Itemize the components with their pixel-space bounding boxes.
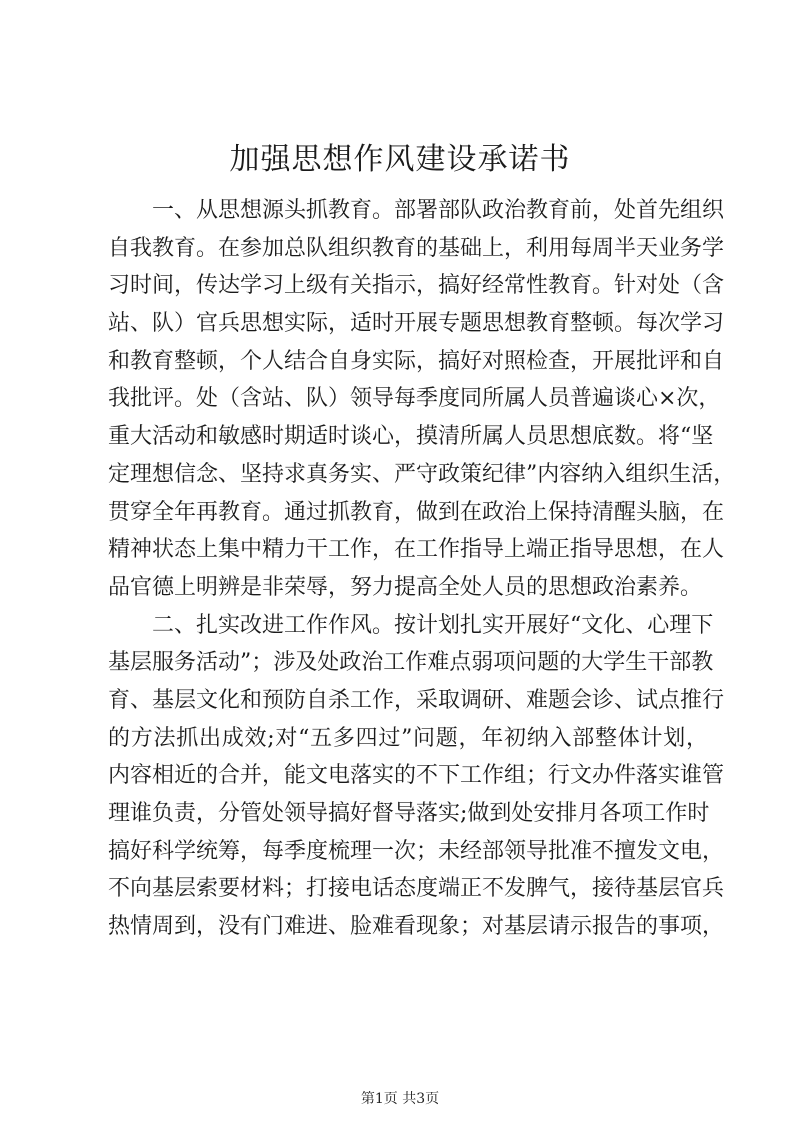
document-title: 加强思想作风建设承诺书: [229, 142, 571, 177]
paragraph-line: 贯穿全年再教育。通过抓教育，做到在政治上保持清醒头脑，在: [108, 499, 725, 525]
paragraph-line: 我批评。处（含站、队）领导每季度同所属人员普遍谈心×次，: [108, 386, 721, 412]
paragraph-line: 习时间，传达学习上级有关指示，搞好经常性教育。针对处（含: [108, 273, 725, 299]
paragraph-line: 站、队）官兵思想实际，适时开展专题思想教育整顿。每次学习: [108, 311, 725, 337]
paragraph-line: 的方法抓出成效;对“五多四过”问题，年初纳入部整体计划，: [108, 725, 708, 751]
paragraph-line: 二、扎实改进工作作风。按计划扎实开展好“文化、心理下: [152, 612, 714, 638]
paragraph-line: 育、基层文化和预防自杀工作，采取调研、难题会诊、试点推行: [108, 687, 725, 713]
paragraph-line: 搞好科学统筹，每季度梳理一次；未经部领导批准不擅发文电，: [108, 838, 725, 864]
paragraph-line: 精神状态上集中精力干工作，在工作指导上端正指导思想，在人: [108, 537, 725, 563]
paragraph-line: 内容相近的合并，能文电落实的不下工作组；行文办件落实谁管: [108, 763, 725, 789]
document-body: [108, 192, 736, 946]
paragraph-line: 一、从思想源头抓教育。部署部队政治教育前，处首先组织: [152, 198, 725, 223]
paragraph-line: 品官德上明辨是非荣辱，努力提高全处人员的思想政治素养。: [108, 574, 703, 600]
page-footer: 第1页 共3页: [360, 1091, 440, 1107]
paragraph-2: [108, 607, 725, 946]
paragraph-line: 不向基层索要材料；打接电话态度端正不发脾气，接待基层官兵: [108, 876, 725, 902]
paragraph-line: 和教育整顿，个人结合自身实际，搞好对照检查，开展批评和自: [108, 348, 725, 374]
paragraph-line: 重大活动和敏感时期适时谈心，摸清所属人员思想底数。将“坚: [108, 424, 714, 450]
paragraph-1: [108, 192, 736, 607]
paragraph-line: 定理想信念、坚持求真务实、严守政策纪律”内容纳入组织生活，: [108, 461, 736, 487]
paragraph-line: 理谁负责，分管处领导搞好督导落实;做到处安排月各项工作时: [108, 801, 710, 826]
paragraph-line: 基层服务活动”；涉及处政治工作难点弱项问题的大学生干部教: [108, 650, 714, 676]
paragraph-line: 热情周到，没有门难进、脸难看现象；对基层请示报告的事项，: [108, 914, 725, 940]
paragraph-line: 自我教育。在参加总队组织教育的基础上，利用每周半天业务学: [108, 235, 725, 261]
